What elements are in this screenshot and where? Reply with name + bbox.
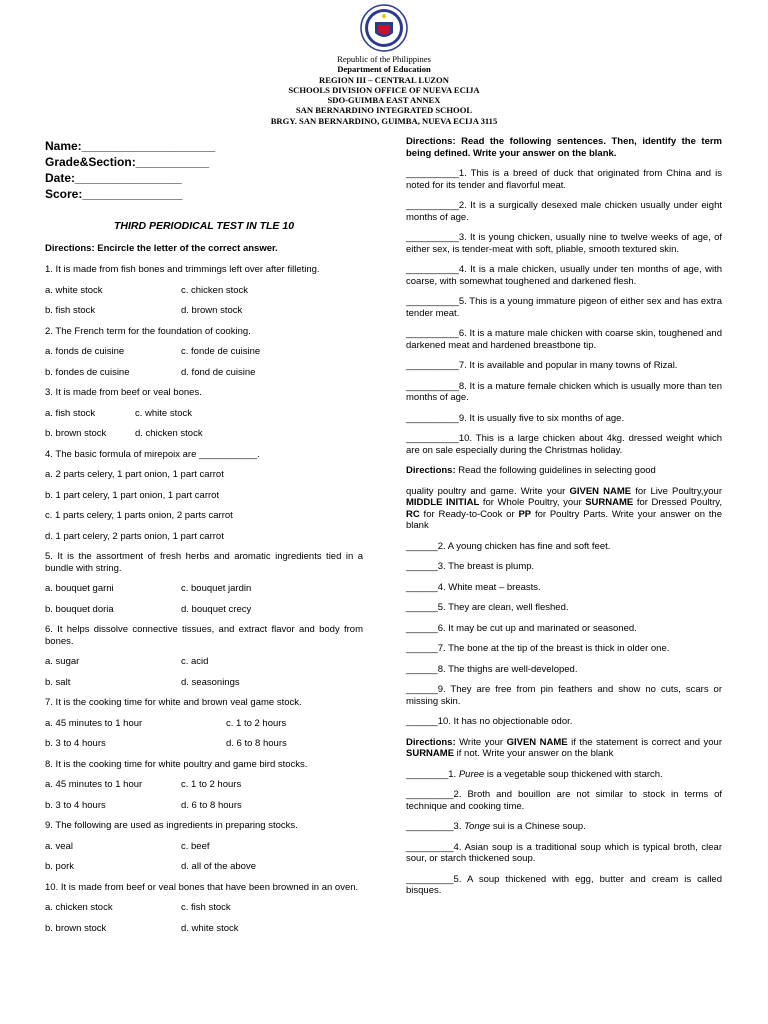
option[interactable]: c. 1 parts celery, 1 parts onion, 2 parts carrot	[45, 510, 233, 521]
option[interactable]: a. white stock	[45, 284, 103, 296]
directions-text: if not. Write your answer on the blank	[454, 748, 614, 759]
right-column	[406, 136, 722, 906]
identification-item[interactable]: __________7. It is available and popular in many towns of Rizal.	[406, 360, 678, 371]
identification-item[interactable]: __________8. It is a mature female chicken which is usually more than ten months of age.	[406, 380, 722, 403]
question-text: 9. The following are used as ingredients in preparing stocks.	[45, 820, 298, 831]
option[interactable]: d. 6 to 8 hours	[181, 799, 242, 811]
option[interactable]: c. chicken stock	[181, 284, 249, 296]
option[interactable]: a. fonds de cuisine	[45, 346, 125, 357]
option[interactable]: c. fish stock	[181, 902, 231, 913]
part2-directions: Directions: Read the following sentences. Then, identify the term being defined. Write your answer on the blank.	[406, 136, 722, 159]
true-false-item[interactable]	[406, 842, 722, 865]
true-false-item[interactable]	[406, 789, 722, 812]
option[interactable]: b. salt	[45, 676, 71, 688]
guideline-item[interactable]: ______8. The thighs are well-developed.	[406, 663, 578, 675]
guideline-item[interactable]: ______5. They are clean, well fleshed.	[406, 602, 569, 613]
option[interactable]: a. sugar	[45, 656, 80, 667]
option[interactable]: c. white stock	[135, 407, 193, 419]
option[interactable]: a. chicken stock	[45, 902, 113, 913]
identification-item[interactable]: __________5. This is a young immature pigeon of either sex and has extra tender meat.	[406, 296, 722, 319]
guideline-item[interactable]: ______7. The bone at the tip of the breast is thick in older one.	[406, 643, 670, 654]
option[interactable]: c. 1 to 2 hours	[181, 779, 242, 790]
intro-keyword: RC	[406, 508, 420, 520]
question-2	[45, 326, 363, 379]
part3-intro	[406, 486, 722, 532]
question-text: 4. The basic formula of mirepoix are ___________.	[45, 448, 260, 460]
header-line-deped: Department of Education	[337, 64, 431, 75]
directions-keyword: SURNAME	[406, 748, 455, 759]
identification-item[interactable]: __________10. This is a large chicken about 4kg. dressed weight which are on sale especially during the Christmas holiday.	[406, 433, 722, 456]
item-text: sui is a Chinese soup.	[490, 821, 586, 832]
question-9	[45, 820, 363, 873]
option[interactable]: c. acid	[181, 656, 209, 667]
guideline-item[interactable]: ______6. It may be cut up and marinated or seasoned.	[406, 622, 637, 634]
guideline-item[interactable]: ______9. They are free from pin feathers and show no cuts, scars or missing skin.	[406, 684, 722, 707]
question-text: 10. It is made from beef or veal bones that have been browned in an oven.	[45, 881, 359, 893]
part4-directions	[406, 737, 722, 760]
part3-directions	[406, 465, 722, 477]
option[interactable]: a. bouquet garni	[45, 583, 114, 594]
true-false-item[interactable]	[406, 821, 722, 833]
intro-text: quality poultry and game. Write your	[406, 485, 570, 497]
option[interactable]: b. bouquet doria	[45, 603, 114, 615]
option[interactable]: d. 1 part celery, 2 parts onion, 1 part carrot	[45, 530, 224, 542]
option[interactable]: a. 45 minutes to 1 hour	[45, 779, 143, 790]
item-text: _________3.	[406, 821, 465, 832]
question-6	[45, 624, 363, 688]
guideline-item[interactable]: ______10. It has no objectionable odor.	[406, 716, 573, 727]
option[interactable]: b. pork	[45, 861, 75, 872]
question-text: 3. It is made from beef or veal bones.	[45, 387, 202, 398]
option[interactable]: a. veal	[45, 840, 73, 852]
guideline-item[interactable]: ______2. A young chicken has fine and soft feet.	[406, 540, 611, 552]
question-text: 1. It is made from fish bones and trimmings left over after filleting.	[45, 264, 320, 275]
question-10	[45, 882, 363, 935]
identification-item[interactable]: __________9. It is usually five to six months of age.	[406, 412, 625, 424]
student-info	[45, 138, 363, 202]
option[interactable]: d. seasonings	[181, 676, 240, 688]
intro-keyword: MIDDLE INITIAL	[406, 497, 480, 508]
question-7	[45, 697, 363, 750]
identification-item[interactable]: __________6. It is a mature male chicken with coarse skin, toughened and darkened meat and hardened breastbone tip.	[406, 328, 722, 351]
grade-section-field[interactable]: Grade&Section:___________	[45, 155, 210, 169]
true-false-item[interactable]	[406, 769, 722, 781]
guideline-item[interactable]: ______3. The breast is plump.	[406, 561, 535, 572]
question-1	[45, 264, 363, 317]
question-4	[45, 449, 363, 543]
question-text: 2. The French term for the foundation of cooking.	[45, 325, 251, 337]
identification-item[interactable]: __________2. It is a surgically desexed male chicken usually under eight months of age.	[406, 200, 722, 223]
identification-item[interactable]: __________1. This is a breed of duck that originated from China and is noted for its tender and flavorful meat.	[406, 168, 722, 191]
left-column	[45, 138, 363, 943]
item-text: _________5. A soup thickened with egg, butter and cream is called bisques.	[406, 873, 722, 896]
directions-text: Write your	[455, 736, 507, 748]
item-text: _________4. Asian soup is a traditional soup which is typical broth, clear sour, or starch thickened soup.	[406, 841, 722, 864]
option[interactable]: d. fond de cuisine	[181, 366, 256, 378]
item-text: ________1.	[406, 768, 459, 780]
question-text: 7. It is the cooking time for white and brown veal game stock.	[45, 697, 302, 708]
question-8	[45, 759, 363, 812]
intro-keyword: GIVEN NAME	[569, 485, 632, 497]
directions-label: Directions:	[406, 465, 456, 476]
option[interactable]: d. chicken stock	[135, 428, 203, 439]
option[interactable]: d. all of the above	[181, 861, 256, 872]
name-field[interactable]: Name:____________________	[45, 139, 216, 153]
option[interactable]: b. 1 part celery, 1 part onion, 1 part carrot	[45, 489, 220, 501]
item-italic-term: Puree	[458, 768, 485, 780]
intro-text: for Poultry Parts. Write your answer on the blank	[406, 508, 723, 531]
option[interactable]: c. fonde de cuisine	[181, 346, 261, 357]
directions-text: if the statement is correct and your	[567, 736, 722, 748]
deped-seal-icon	[360, 4, 408, 52]
guideline-item[interactable]: ______4. White meat – breasts.	[406, 581, 541, 593]
option[interactable]: c. beef	[181, 840, 210, 852]
intro-text: for Dressed Poultry,	[633, 497, 722, 508]
intro-keyword: SURNAME	[585, 497, 634, 508]
option[interactable]: a. 45 minutes to 1 hour	[45, 717, 143, 729]
header-line-address: BRGY. SAN BERNARDINO, GUIMBA, NUEVA ECIJA 3115	[270, 115, 498, 126]
option[interactable]: c. 1 to 2 hours	[226, 717, 287, 729]
test-title: THIRD PERIODICAL TEST IN TLE 10	[113, 220, 295, 232]
option[interactable]: d. 6 to 8 hours	[226, 738, 287, 749]
directions-keyword: GIVEN NAME	[506, 736, 568, 748]
identification-item[interactable]: __________4. It is a male chicken, usually under ten months of age, with coarse, with somewhat toughened and darkened flesh.	[406, 264, 722, 287]
header-line-sdo: SDO-GUIMBA EAST ANNEX	[327, 95, 441, 106]
option[interactable]: d. brown stock	[181, 305, 243, 316]
header-line-republic: Republic of the Philippines	[337, 54, 431, 64]
option[interactable]: d. bouquet crecy	[181, 603, 252, 615]
intro-text: for Ready-to-Cook or	[419, 508, 519, 520]
directions-text: Read the following guidelines in selecting good	[458, 465, 656, 476]
part1-directions: Directions: Encircle the letter of the correct answer.	[45, 242, 278, 254]
option[interactable]: b. fondes de cuisine	[45, 366, 130, 378]
option[interactable]: b. 3 to 4 hours	[45, 738, 106, 749]
intro-text: for Whole Poultry, your	[479, 497, 586, 508]
question-text: 5. It is the assortment of fresh herbs and aromatic ingredients tied in a bundle with string.	[45, 551, 363, 574]
item-text: _________2. Broth and bouillon are not similar to stock in terms of technique and cooking time.	[406, 789, 722, 812]
score-field[interactable]: Score:_______________	[45, 187, 183, 201]
question-text: 6. It helps dissolve connective tissues, and extract flavor and body from bones.	[45, 624, 363, 647]
header-line-school: SAN BERNARDINO INTEGRATED SCHOOL	[295, 105, 473, 116]
identification-item[interactable]: __________3. It is young chicken, usually nine to twelve weeks of age, of either sex, is tender-meat with soft, pliable, smooth textured skin.	[406, 232, 722, 255]
school-header	[0, 4, 768, 126]
header-line-region: REGION III – CENTRAL LUZON	[319, 74, 449, 85]
date-field[interactable]: Date:________________	[45, 171, 182, 185]
option[interactable]: d. white stock	[181, 922, 239, 934]
option[interactable]: b. 3 to 4 hours	[45, 799, 106, 811]
option[interactable]: b. brown stock	[45, 428, 107, 439]
option[interactable]: a. 2 parts celery, 1 part onion, 1 part carrot	[45, 469, 224, 480]
option[interactable]: b. brown stock	[45, 922, 107, 934]
item-italic-term: Tonge	[464, 821, 491, 832]
option[interactable]: c. bouquet jardin	[181, 583, 252, 594]
question-text: 8. It is the cooking time for white poultry and game bird stocks.	[45, 758, 308, 770]
header-line-division: SCHOOLS DIVISION OFFICE OF NUEVA ECIJA	[288, 84, 480, 95]
intro-text: for Live Poultry,your	[631, 485, 722, 497]
question-5	[45, 551, 363, 615]
option[interactable]: a. fish stock	[45, 407, 96, 419]
intro-keyword: PP	[518, 508, 532, 520]
directions-label: Directions:	[406, 736, 456, 748]
question-3	[45, 387, 363, 440]
item-text: is a vegetable soup thickened with starch.	[484, 768, 663, 780]
option[interactable]: b. fish stock	[45, 305, 96, 316]
true-false-item[interactable]	[406, 874, 722, 897]
